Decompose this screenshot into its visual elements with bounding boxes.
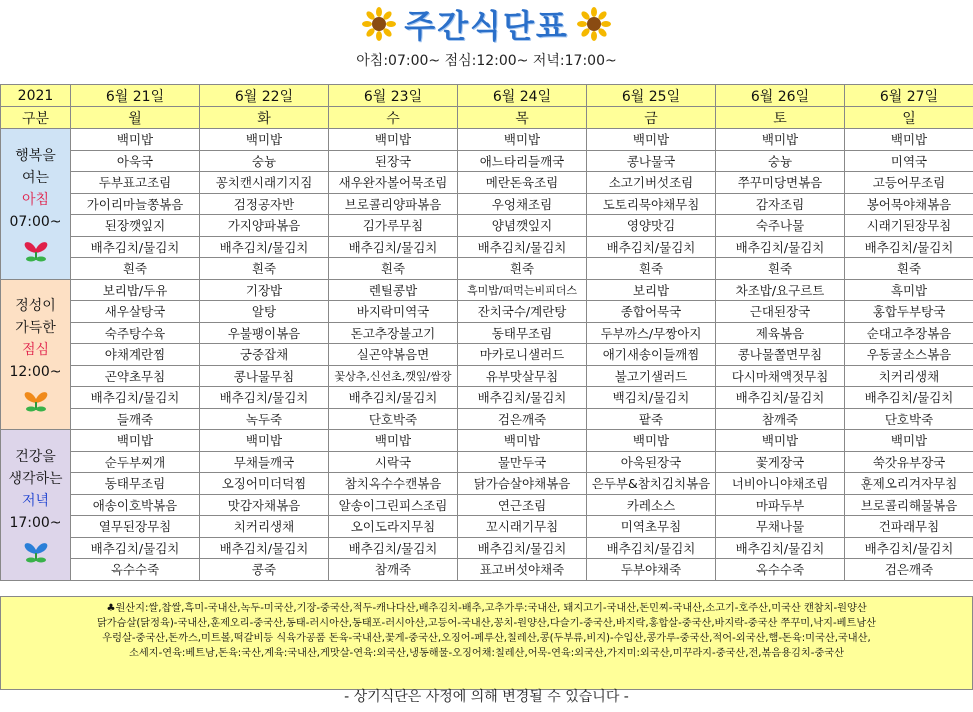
menu-cell: 백미밥 (200, 430, 329, 452)
menu-cell: 김가루무침 (329, 215, 458, 237)
menu-cell: 은두부&참치김치볶음 (587, 473, 716, 495)
breakfast-row (1, 129, 973, 151)
menu-cell: 연근조림 (458, 494, 587, 516)
lunch-label (1, 279, 71, 430)
menu-cell: 브로콜리해물볶음 (845, 494, 973, 516)
menu-cell: 팥죽 (587, 408, 716, 430)
menu-cell: 순두부찌개 (71, 451, 200, 473)
menu-cell: 백미밥 (329, 129, 458, 151)
menu-cell: 치커리생채 (845, 365, 973, 387)
dinner-row (1, 451, 973, 473)
menu-cell: 꽃상추,신선초,깻잎/쌈장 (329, 365, 458, 387)
menu-cell: 배추김치/물김치 (716, 236, 845, 258)
meal-label-line: 행복을 (15, 147, 56, 164)
menu-cell: 백미밥 (329, 430, 458, 452)
menu-cell: 무채나물 (716, 516, 845, 538)
menu-cell: 쑥갓유부장국 (845, 451, 973, 473)
menu-cell: 숭늉 (200, 150, 329, 172)
sunflower-icon (362, 7, 396, 41)
menu-cell: 흑미밥 (845, 279, 973, 301)
menu-cell: 닭가슴살야채볶음 (458, 473, 587, 495)
date-cell: 6월 24일 (458, 85, 587, 107)
dinner-row (1, 537, 973, 559)
menu-cell: 카레소스 (587, 494, 716, 516)
weekday-cell: 월 (71, 107, 200, 129)
dinner-row (1, 494, 973, 516)
lunch-row (1, 344, 973, 366)
menu-cell: 알송이그린피스조림 (329, 494, 458, 516)
page-header (0, 0, 973, 84)
menu-cell: 백미밥 (845, 129, 973, 151)
menu-cell: 기장밥 (200, 279, 329, 301)
menu-cell: 표고버섯야채죽 (458, 559, 587, 581)
page-title: 주간식단표 (404, 7, 569, 45)
menu-cell: 알탕 (200, 301, 329, 323)
menu-cell: 영양맛김 (587, 215, 716, 237)
menu-cell: 백미밥 (458, 129, 587, 151)
breakfast-row (1, 236, 973, 258)
menu-cell: 두부까스/무짱아지 (587, 322, 716, 344)
menu-cell: 시래기된장무침 (845, 215, 973, 237)
menu-cell: 옥수수죽 (71, 559, 200, 581)
date-cell: 6월 27일 (845, 85, 973, 107)
menu-cell: 가지양파볶음 (200, 215, 329, 237)
breakfast-row (1, 258, 973, 280)
menu-cell: 백미밥 (458, 430, 587, 452)
lunch-row (1, 301, 973, 323)
menu-cell: 치커리생채 (200, 516, 329, 538)
lunch-row (1, 387, 973, 409)
menu-cell: 백미밥 (71, 430, 200, 452)
menu-cell: 숙주나물 (716, 215, 845, 237)
meal-label-line: 생각하는 (8, 470, 63, 487)
menu-cell: 두부야채죽 (587, 559, 716, 581)
menu-cell: 시락국 (329, 451, 458, 473)
menu-cell: 백미밥 (716, 129, 845, 151)
origin-line: 우렁살-중국산,돈까스,미트볼,떡갈비등 식육가공품 돈육-국내산,꽃게-중국산,오징어-페루산,칠레산,콩(두부류,비지)-수입산,콩가루-중국산,적어-외국산,햄-돈육:미국산,국내산, (102, 633, 871, 644)
menu-cell: 차조밥/요구르트 (716, 279, 845, 301)
menu-cell: 검은깨죽 (458, 408, 587, 430)
menu-cell: 흰죽 (845, 258, 973, 280)
menu-cell: 숙주탕수육 (71, 322, 200, 344)
menu-cell: 홍합두부탕국 (845, 301, 973, 323)
menu-cell: 아욱된장국 (587, 451, 716, 473)
menu-cell: 백미밥 (845, 430, 973, 452)
breakfast-label (1, 129, 71, 280)
menu-cell: 배추김치/물김치 (458, 537, 587, 559)
menu-cell: 배추김치/물김치 (329, 236, 458, 258)
menu-cell: 단호박죽 (845, 408, 973, 430)
menu-cell: 양념깻잎지 (458, 215, 587, 237)
menu-cell: 배추김치/물김치 (200, 236, 329, 258)
meal-label-line: 여는 (21, 169, 50, 186)
menu-cell: 배추김치/물김치 (71, 387, 200, 409)
breakfast-row (1, 215, 973, 237)
menu-cell: 녹두죽 (200, 408, 329, 430)
menu-cell: 흰죽 (329, 258, 458, 280)
menu-cell: 꽁치캔시래기지짐 (200, 172, 329, 194)
menu-cell: 건파래무침 (845, 516, 973, 538)
menu-cell: 돈고추장불고기 (329, 322, 458, 344)
menu-cell: 순대고추장볶음 (845, 322, 973, 344)
menu-cell: 참치옥수수캔볶음 (329, 473, 458, 495)
menu-cell: 백미밥 (200, 129, 329, 151)
menu-cell: 종합어묵국 (587, 301, 716, 323)
menu-cell: 옥수수죽 (716, 559, 845, 581)
weekday-cell: 토 (716, 107, 845, 129)
menu-cell: 흰죽 (458, 258, 587, 280)
menu-cell: 참깨죽 (329, 559, 458, 581)
menu-cell: 훈제오리겨자무침 (845, 473, 973, 495)
menu-cell: 배추김치/물김치 (329, 387, 458, 409)
lunch-row (1, 408, 973, 430)
breakfast-row (1, 150, 973, 172)
dinner-row (1, 559, 973, 581)
menu-cell: 콩나물국 (587, 150, 716, 172)
menu-cell: 배추김치/물김치 (845, 537, 973, 559)
menu-cell: 미역국 (845, 150, 973, 172)
menu-cell: 동태무조림 (71, 473, 200, 495)
menu-cell: 배추김치/물김치 (200, 537, 329, 559)
weekday-cell: 화 (200, 107, 329, 129)
heart-flower-icon (21, 237, 51, 263)
date-cell: 6월 26일 (716, 85, 845, 107)
lunch-row (1, 279, 973, 301)
meal-label-line: 12:00~ (9, 364, 62, 381)
menu-cell: 가이리마늘쫑볶음 (71, 193, 200, 215)
menu-cell: 꽃게장국 (716, 451, 845, 473)
menu-cell: 배추김치/물김치 (845, 387, 973, 409)
meal-body (1, 129, 973, 581)
menu-cell: 배추김치/물김치 (458, 387, 587, 409)
menu-cell: 배추김치/물김치 (200, 387, 329, 409)
heart-flower-icon (21, 387, 51, 413)
menu-cell: 보리밥 (587, 279, 716, 301)
menu-cell: 된장국 (329, 150, 458, 172)
sunflower-icon (577, 7, 611, 41)
menu-cell: 참깨죽 (716, 408, 845, 430)
menu-cell: 흰죽 (71, 258, 200, 280)
date-cell: 6월 21일 (71, 85, 200, 107)
breakfast-row (1, 193, 973, 215)
dinner-row (1, 516, 973, 538)
menu-cell: 잔치국수/계란탕 (458, 301, 587, 323)
menu-cell: 바지락미역국 (329, 301, 458, 323)
menu-cell: 오징어미더덕찜 (200, 473, 329, 495)
menu-cell: 너비아니야채조림 (716, 473, 845, 495)
menu-cell: 콩나물무침 (200, 365, 329, 387)
menu-cell: 제육볶음 (716, 322, 845, 344)
menu-cell: 궁중잡채 (200, 344, 329, 366)
menu-cell: 마파두부 (716, 494, 845, 516)
menu-cell: 감자조림 (716, 193, 845, 215)
menu-cell: 배추김치/물김치 (458, 236, 587, 258)
menu-cell: 단호박죽 (329, 408, 458, 430)
meal-label-line: 정성이 (15, 298, 56, 315)
origin-line: 소세지-연육:베트남,돈육:국산,계육:국내산,게맛살-연육:외국산,냉동해물-오징어채:칠레산,어묵-연육:외국산,가지미:외국산,미꾸라지-중국산,전,볶음용김치-중국산 (129, 648, 844, 659)
weekday-cell: 일 (845, 107, 973, 129)
menu-cell: 배추김치/물김치 (845, 236, 973, 258)
menu-cell: 불고기샐러드 (587, 365, 716, 387)
weekday-row (1, 107, 973, 129)
gubun-cell: 구분 (1, 107, 71, 129)
menu-cell: 새우완자볼어묵조림 (329, 172, 458, 194)
menu-cell: 쭈꾸미당면볶음 (716, 172, 845, 194)
dinner-row (1, 473, 973, 495)
menu-cell: 메란돈육조림 (458, 172, 587, 194)
menu-cell: 아욱국 (71, 150, 200, 172)
menu-cell: 맛감자채볶음 (200, 494, 329, 516)
meal-label-line: 07:00~ (9, 213, 62, 230)
menu-cell: 두부표고조림 (71, 172, 200, 194)
dinner-label (1, 430, 71, 581)
menu-cell: 들깨죽 (71, 408, 200, 430)
date-cell: 6월 25일 (587, 85, 716, 107)
menu-cell: 동태무조림 (458, 322, 587, 344)
meal-label-line: 가득한 (15, 320, 56, 337)
menu-cell: 열무된장무침 (71, 516, 200, 538)
menu-cell: 흰죽 (716, 258, 845, 280)
origin-note (0, 596, 973, 690)
menu-cell: 배추김치/물김치 (329, 537, 458, 559)
heart-flower-icon (21, 538, 51, 564)
lunch-row (1, 365, 973, 387)
title-row (0, 4, 973, 44)
menu-cell: 도토리묵야채무침 (587, 193, 716, 215)
menu-cell: 유부맛살무침 (458, 365, 587, 387)
origin-line: 닭가슴살(닭정육)-국내산,훈제오리-중국산,동태-러시아산,동태포-러시아산,고등어-국내산,꽁치-원양산,다슬기-중국산,바지락,홍합살-중국산,바지락-중국산 쭈꾸미,낙지-베트남산 (96, 618, 877, 629)
menu-cell: 된장깻잎지 (71, 215, 200, 237)
meal-label-line: 건강을 (15, 448, 56, 465)
menu-cell: 다시마채액젓무침 (716, 365, 845, 387)
dinner-row (1, 430, 973, 452)
menu-cell: 애느타리들깨국 (458, 150, 587, 172)
menu-cell: 백미밥 (716, 430, 845, 452)
menu-cell: 흰죽 (587, 258, 716, 280)
menu-cell: 오이도라지무침 (329, 516, 458, 538)
menu-cell: 무채들깨국 (200, 451, 329, 473)
menu-cell: 백미밥 (71, 129, 200, 151)
menu-cell: 배추김치/물김치 (71, 236, 200, 258)
menu-cell: 백김치/물김치 (587, 387, 716, 409)
menu-cell: 배추김치/물김치 (716, 387, 845, 409)
menu-cell: 야채계란찜 (71, 344, 200, 366)
menu-cell: 검정공자반 (200, 193, 329, 215)
menu-cell: 콩나물쫄면무침 (716, 344, 845, 366)
breakfast-row (1, 172, 973, 194)
weekday-cell: 금 (587, 107, 716, 129)
meal-label-line: 17:00~ (9, 514, 62, 531)
menu-cell: 보리밥/두유 (71, 279, 200, 301)
menu-cell: 배추김치/물김치 (587, 537, 716, 559)
menu-cell: 꼬시래기무침 (458, 516, 587, 538)
meal-times: 아침:07:00~ 점심:12:00~ 저녁:17:00~ (356, 53, 617, 69)
menu-cell: 브로콜리양파볶음 (329, 193, 458, 215)
menu-cell: 물만두국 (458, 451, 587, 473)
menu-cell: 소고기버섯조림 (587, 172, 716, 194)
menu-cell: 흑미밥/떠먹는비피더스 (458, 279, 587, 301)
meal-label-line: 저녁 (21, 492, 50, 509)
menu-cell: 백미밥 (587, 129, 716, 151)
menu-table (0, 84, 973, 581)
menu-cell: 곤약초무침 (71, 365, 200, 387)
weekday-cell: 수 (329, 107, 458, 129)
menu-cell: 고등어무조림 (845, 172, 973, 194)
menu-cell: 우동굴소스볶음 (845, 344, 973, 366)
menu-cell: 애송이호박볶음 (71, 494, 200, 516)
menu-cell: 검은깨죽 (845, 559, 973, 581)
menu-cell: 우엉채조림 (458, 193, 587, 215)
menu-cell: 흰죽 (200, 258, 329, 280)
lunch-row (1, 322, 973, 344)
year-cell: 2021 (1, 85, 71, 107)
menu-cell: 미역초무침 (587, 516, 716, 538)
menu-cell: 숭늉 (716, 150, 845, 172)
menu-cell: 콩죽 (200, 559, 329, 581)
origin-line: ♣원산지:쌀,찹쌀,흑미-국내산,녹두-미국산,기장-중국산,적두-캐나다산,배추김치-배추,고추가루:국내산, 돼지고기-국내산,돈민찌-국내산,소고기-호주산,미국산 캔참치-원양산 (106, 603, 867, 614)
menu-cell: 봉어묵야채볶음 (845, 193, 973, 215)
menu-cell: 새우살탕국 (71, 301, 200, 323)
date-cell: 6월 22일 (200, 85, 329, 107)
menu-cell: 배추김치/물김치 (71, 537, 200, 559)
menu-cell: 근대된장국 (716, 301, 845, 323)
meal-label-line: 점심 (21, 342, 50, 359)
menu-cell: 실곤약볶음면 (329, 344, 458, 366)
weekday-cell: 목 (458, 107, 587, 129)
change-notice: - 상기식단은 사정에 의해 변경될 수 있습니다 - (344, 689, 629, 705)
meal-label-line: 아침 (21, 191, 50, 208)
menu-cell: 배추김치/물김치 (716, 537, 845, 559)
menu-cell: 배추김치/물김치 (587, 236, 716, 258)
menu-cell: 애기새송이들깨찜 (587, 344, 716, 366)
date-cell: 6월 23일 (329, 85, 458, 107)
menu-cell: 렌틸콩밥 (329, 279, 458, 301)
date-row (1, 85, 973, 107)
menu-cell: 백미밥 (587, 430, 716, 452)
menu-cell: 우불팽이볶음 (200, 322, 329, 344)
menu-cell: 마카로니샐러드 (458, 344, 587, 366)
